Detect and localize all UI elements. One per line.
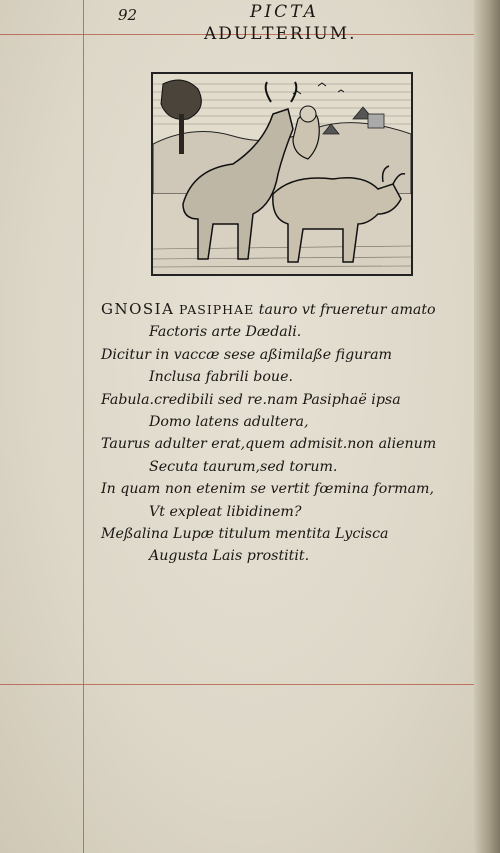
verse-line-1 xyxy=(101,298,481,321)
emblem-title: ADULTERIUM. xyxy=(204,24,357,44)
verse-line-2: Factoris arte Dædali. xyxy=(149,324,302,341)
margin-rule-left xyxy=(83,0,84,853)
verse-line-9: In quam non etenim se vertit fœmina formam, xyxy=(101,481,435,498)
page-number: 92 xyxy=(118,6,138,24)
emblem-verse xyxy=(101,298,481,568)
verse-line-12: Augusta Lais prostitit. xyxy=(149,548,310,565)
verse-line-4: Inclusa fabrili boue. xyxy=(149,369,293,386)
verse-line-1-rest: tauro vt frueretur amato xyxy=(258,302,436,318)
woodcut-pasiphae-bull-icon xyxy=(153,74,411,274)
woodcut-illustration xyxy=(151,72,413,276)
running-head: PICTA xyxy=(250,2,319,22)
verse-line-8: Secuta taurum,sed torum. xyxy=(149,458,338,475)
verse-line-7: Taurus adulter erat,quem admisit.non alienum xyxy=(101,436,437,453)
margin-rule-bottom xyxy=(0,684,474,685)
verse-line-11: Meßalina Lupæ titulum mentita Lycisca xyxy=(101,526,389,543)
verse-initial-word: GNOSIA xyxy=(101,300,175,318)
verse-line-6: Domo latens adultera, xyxy=(149,414,309,431)
verse-line-5: Fabula.credibili sed re.nam Pasiphaë ipsa xyxy=(101,391,401,408)
verse-line-10: Vt expleat libidinem? xyxy=(149,503,302,520)
verse-line-3: Dicitur in vaccæ sese aßimilaße figuram xyxy=(101,346,393,363)
verse-small-caps-name: PASIPHAE xyxy=(178,302,255,317)
